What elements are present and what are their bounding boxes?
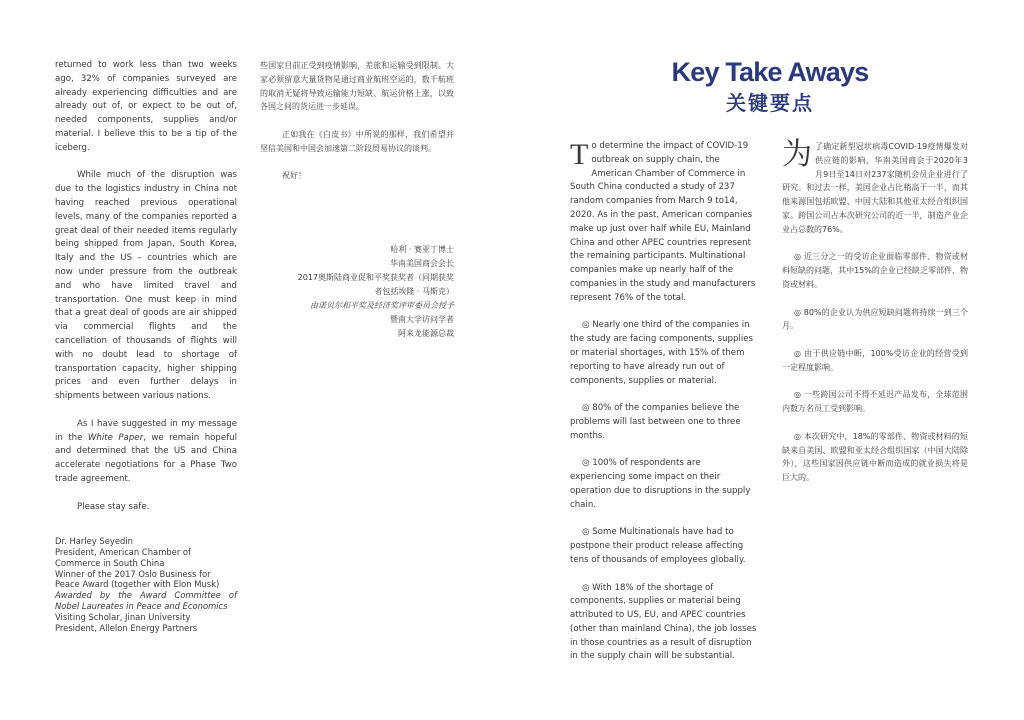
takeaway-bullet-3: ◎ 100% of respondents are experiencing some impact on their operation due to disruptions in the supply chain.: [570, 458, 751, 510]
takeaway-cn-bullet-3: ◎ 由于供应链中断，100%受访企业的经营受到一定程度影响。: [782, 348, 968, 372]
takeaway-bullet-2: ◎ 80% of the companies believe the problems will last between one to three months.: [570, 403, 741, 441]
signature-energy: President, Allelon Energy Partners: [55, 622, 198, 633]
title-english: Key Take Aways: [671, 57, 869, 87]
letter-paragraph-3-end: , we remain hopeful and determined that the US and China accelerate negotiations for a Phase Two trade agreement.: [55, 432, 238, 484]
letter-closing: Please stay safe.: [77, 501, 150, 512]
cn-signature-scholar: 暨南大学访问学者: [390, 315, 454, 325]
letter-paragraph-2: While much of the disruption was due to the logistics industry in China not having reached previous operational levels, many of the companies reported a great deal of their needed items regularly being shipped from Japan, South Korea, Italy and the US – countries which are now under pressure from the outbreak and who have limited travel and transportation. One must keep in mind that a great deal of goods are air shipped via commercial flights and the cancellation of thousands of flights will with no doubt lead to shortage of transportation capacity, higher shipping prices and even further delays in shipments between various nations.: [55, 170, 237, 402]
signature-title: President, American Chamber of Commerce in South China: [55, 547, 191, 568]
signature-scholar: Visiting Scholar, Jinan University: [55, 611, 191, 622]
cn-signature-title: 华南美国商会会长: [390, 259, 454, 269]
takeaway-cn-bullet-2: ◎ 80%的企业认为供应短缺问题将持续一到三个月。: [782, 307, 968, 331]
title-chinese: 关键要点: [726, 93, 814, 115]
white-paper-italic: White Paper: [87, 432, 144, 443]
letter-english-column: [55, 59, 237, 633]
cn-signature-committee: 由诺贝尔和平奖及经济奖评审委员会授予: [310, 301, 454, 311]
cn-signature-name: 哈利 · 赛亚丁博士: [390, 245, 454, 255]
signature-award: Winner of the 2017 Oslo Business for Peace Award (together with Elon Musk): [55, 568, 220, 590]
cn-signature-award: 2017奥斯陆商业促和平奖获奖者（同期获奖: [297, 273, 454, 283]
signature-block-english: [55, 536, 237, 633]
takeaways-intro-text: o determine the impact of COVID-19 outbreak on supply chain, the American Chamber of Commerce in South China conducted a study of 237 random companies from March 9 to14, 2020. As in the past, American companies make up just over half while EU, Mainland China and other APEC countries represent the remaining participants. Multinational companies make up nearly half of the companies in the study and manufacturers represent 76% of the total.: [570, 141, 756, 303]
takeaways-english-column: [570, 140, 758, 678]
takeaways-chinese-column: [782, 140, 968, 499]
drop-cap-t: T: [570, 138, 589, 171]
letter-paragraph-3-start: As I have suggested in my message in the: [55, 418, 237, 443]
takeaway-bullet-4: ◎ Some Multinationals have had to postpone their product release affecting tens of thousands of employees globally.: [570, 527, 746, 565]
takeaway-cn-bullet-4: ◎ 一些跨国公司不得不延迟产品发布，全球范围内数万名员工受到影响。: [782, 390, 968, 414]
letter-chinese-column: [260, 59, 454, 341]
cn-signature-award-cont: 者包括埃隆 · 马斯克）: [374, 287, 454, 297]
letter-cn-paragraph-1: 些国家目前正受到疫情影响，差旅和运输受到限制。大家必须留意大量货物是通过商业航班空运的，数千航班的取消无疑将导致运输能力短缺、航运价格上涨，以致各国之间的货运进一步延误。: [260, 61, 454, 112]
signature-name: Dr. Harley Seyedin: [55, 536, 133, 547]
takeaway-cn-bullet-5: ◎ 本次研究中，18%的零部件、物资或材料的短缺来自美国、欧盟和亚太经合组织国家（中国大陆除外），这些国家因供应链中断而造成的就业损失将是巨大的。: [782, 431, 968, 483]
letter-cn-paragraph-2: 正如我在《白皮书》中所说的那样，我们希望并坚信美国和中国会加速第二阶段贸易协议的谈判。: [260, 129, 454, 153]
takeaways-intro: [570, 140, 758, 306]
takeaway-cn-bullet-1: ◎ 近三分之一的受访企业面临零部件、物资或材料短缺的问题，其中15%的企业已经缺乏零部件、物资或材料。: [782, 252, 968, 289]
cn-signature-energy: 阿来龙能源总裁: [398, 329, 454, 339]
letter-cn-closing: 祝好！: [282, 171, 306, 181]
takeaway-bullet-1: ◎ Nearly one third of the companies in the study are facing components, supplies or material shortages, with 15% of them reporting to have already run out of components, supplies or material.: [570, 320, 753, 386]
takeaway-bullet-5: ◎ With 18% of the shortage of components, supplies or material being attributed to US, EU, and APEC countries (other than mainland China), the job losses in those countries as a result of disruption in the supply chain will be substantial.: [570, 582, 757, 662]
takeaways-cn-intro: [782, 140, 968, 237]
signature-block-chinese: [260, 243, 454, 341]
key-takeaways-heading: [640, 55, 900, 117]
letter-paragraph-1: returned to work less than two weeks ago, 32% of companies surveyed are already experiencing difficulties and are already out of, or expect to be out of, needed components, supplies and/or material. I believe this to be a tip of the iceberg.: [55, 60, 237, 153]
drop-cap-wei: 为: [782, 138, 812, 171]
letter-paragraph-3: [55, 418, 237, 487]
signature-award-committee: Awarded by the Award Committee of Nobel Laureates in Peace and Economics: [55, 590, 237, 612]
takeaways-cn-intro-text: 了确定新型冠状病毒COVID-19疫情爆发对供应链的影响，华南美国商会于2020年3月9日至14日对237家随机会员企业进行了研究。和过去一样，美国企业占比稍高于一半，而其他来源国包括欧盟、中国大陆和其他亚太经合组织国家。跨国公司占本次研究公司的近一半，制造产业企业占总数的76%。: [782, 142, 968, 234]
